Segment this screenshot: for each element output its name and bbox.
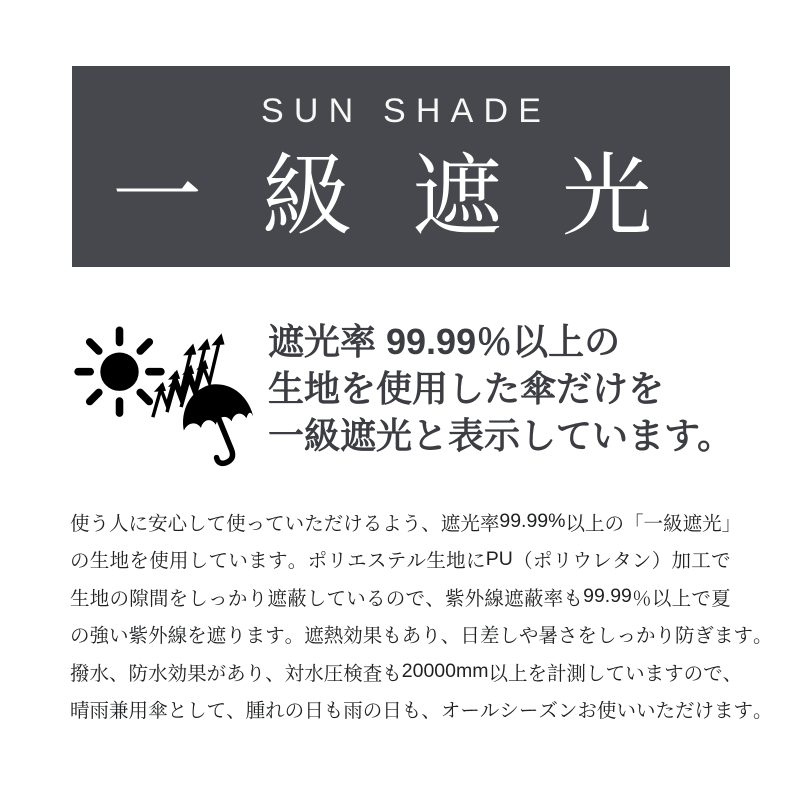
feature-headline [268,318,768,459]
banner-subtitle: SUN SHADE [261,92,552,130]
banner-title: 一 級 遮 光 [112,147,652,247]
description-line: 生 地 の 隙 間 を し っ か り 遮 蔽 し て い る の で 、 紫 外 線 遮 蔽 率 も 99.99 ％ 以 上 で 夏 [70,585,731,610]
description-line: 使 う 人 に 安 心 し て 使 っ て い た だ け る よ う 、 遮 光 率 99.99% 以 上 の 「 一 級 遮 光 」 [70,510,742,535]
description-line: の 強 い 紫 外 線 を 遮 り ま す 。 遮 熱 効 果 も あ り 、 日 差 し や 暑 さ を し っ か り 防 ぎ ま す 。 [70,625,773,648]
headline-line: 一級遮光と表示しています。 [268,415,734,456]
umbrella-icon [176,377,262,470]
description-line: 晴 雨 兼 用 傘 と し て 、 腫 れ の 日 も 雨 の 日 も 、 オ ー ル シ ー ズ ン お 使 い い た だ け ま す 。 [70,700,773,723]
headline-line: 遮光率 99.99％以上の [268,321,621,362]
banner [72,66,730,267]
description-paragraph [70,503,773,728]
headline-line: 生地を使用した傘だけを [268,368,665,409]
sun-icon [78,330,161,413]
description-line: の 生 地 を 使 用 し て い ま す 。 ポ リ エ ス テ ル 生 地 に PU （ ポ リ ウ レ タ ン ） 加 工 で [70,547,731,573]
description-line: 撥 水 、 防 水 効 果 が あ り 、 対 水 圧 検 査 も 20000mm 以 上 を 計 測 し て い ま す の で 、 [70,660,743,685]
sun-uv-umbrella-icon [68,324,270,476]
